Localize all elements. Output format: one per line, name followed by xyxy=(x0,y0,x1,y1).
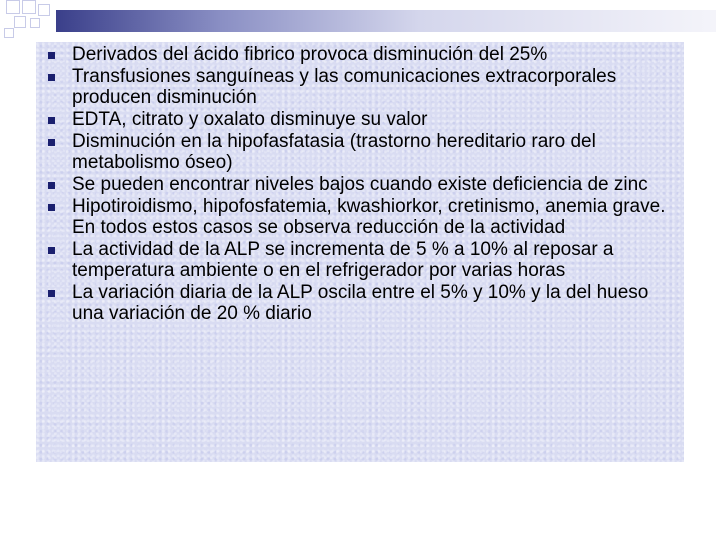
bullet-text: EDTA, citrato y oxalato disminuye su valor xyxy=(72,109,428,130)
square-bullet-icon xyxy=(48,117,55,124)
list-item xyxy=(46,109,672,130)
bullet-text: Hipotiroidismo, hipofosfatemia, kwashiorkor, cretinismo, anemia grave. En todos estos casos se observa reducción de la actividad xyxy=(72,196,666,238)
bullet-text: Se pueden encontrar niveles bajos cuando existe deficiencia de zinc xyxy=(72,174,648,195)
bullet-content-box xyxy=(36,42,684,462)
square-bullet-icon xyxy=(48,74,55,81)
title-gradient-bar xyxy=(56,10,716,32)
bullet-text: Transfusiones sanguíneas y las comunicaciones extracorporales producen disminución xyxy=(72,66,617,108)
list-item xyxy=(46,131,672,173)
bullet-text: Derivados del ácido fibrico provoca disminución del 25% xyxy=(72,44,548,65)
list-item xyxy=(46,44,672,65)
square-bullet-icon xyxy=(48,204,55,211)
bullet-text: Disminución en la hipofasfatasia (trastorno hereditario raro del metabolismo óseo) xyxy=(72,131,596,173)
square-bullet-icon xyxy=(48,139,55,146)
square-bullet-icon xyxy=(48,52,55,59)
bullet-list xyxy=(46,44,672,324)
bullet-text: La variación diaria de la ALP oscila entre el 5% y 10% y la del hueso una variación de 20 % diario xyxy=(72,282,649,324)
list-item xyxy=(46,282,672,324)
list-item xyxy=(46,174,672,195)
list-item xyxy=(46,66,672,108)
decorative-squares xyxy=(0,0,60,40)
list-item xyxy=(46,239,672,281)
bullet-text: La actividad de la ALP se incrementa de 5 % a 10% al reposar a temperatura ambiente o en el refrigerador por varias horas xyxy=(72,239,614,281)
list-item xyxy=(46,196,672,238)
square-bullet-icon xyxy=(48,290,55,297)
square-bullet-icon xyxy=(48,247,55,254)
square-bullet-icon xyxy=(48,182,55,189)
